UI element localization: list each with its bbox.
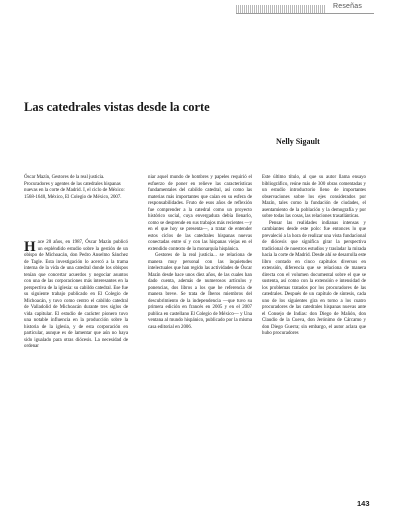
column-2-paragraph: Gestores de la real justicia... se relaciona de manera muy personal con las inquietudes intelectuales que han regido las actividades de Óscar Mazín desde hace unos diez años, de las cuales han dado cuenta, además de numerosos artículos y ponencias, dos libros a los que he referencia de manera breve. Se trata de Íberos miembros del descubrimiento de la independencia —que tuvo su primera edición en francés en 2005 y en el 2007 publica en castellano El Colegio de México— y Una ventana al mundo hispánico, publicado por la misma casa editorial en 2006.	[148, 253, 252, 330]
column-1-paragraph	[24, 240, 128, 351]
book-reference-text: Óscar Mazín, Gestores de la real justicia. Procuradores y agentes de las catedrales hispanas nuevas en la corte de Madrid. I, el ciclo de México: 1568-1640, México, El Colegio de México, 2007.	[24, 175, 125, 200]
section-label: Reseñas	[333, 3, 363, 10]
column-3	[262, 175, 366, 338]
book-reference	[24, 175, 128, 201]
column-1-body	[24, 240, 128, 351]
page-number: 143	[357, 499, 370, 508]
header-hatch-pattern	[236, 5, 326, 13]
column-3-paragraph: Este último título, al que su autor llama ensayo bibliográfico, reúne más de 300 obras comentadas y un estudio introductorio lleno de importantes observaciones sobre los ejes considerados por Mazín, tales como la fundación de ciudades, el asentamiento de la población y la demografía y por sobre todas las cosas, las relaciones trasatlánticas.	[262, 175, 366, 219]
column-3-paragraph: Pensar las realidades indianas intensas y cambiantes desde este polo: fue entonces lo que prevaleció a la hora de realizar una vista fundacional de diócesis que significa girar la perspectiva tradicional de nuestros estudios y trasladar la mirada hacia la corte de Madrid. Desde ahí se desarrolla este libro contado en cinco capítulos diversos en extensión, diferencia que se relaciona de manera directa con el volumen documental sobre el que se sustenta, así como con la extensión e intensidad de los problemas tratados por los procuradores de las catedrales. Después de un capítulo de síntesis, cada uno de los siguientes gira en torno a los cuatro procuradores de las catedrales hispanas nuevas ante el Consejo de Indias: don Diego de Mañón, don Claudio de la Cueva, don Jerónimo de Cárcamo y don Diego Guerra; sin embargo, el autor aclara que hubo procuradores	[262, 220, 367, 336]
column-1-paragraph-text: ace 20 años, en 1987, Óscar Mazín publicó un espléndido estudio sobre la gestión de un obispo de Michoacán, don Pedro Anselmo Sánchez de Tagle. Esta investigación lo acercó a la trama interna de la vida de una catedral donde los obispos tenían que concertar acuerdos y negociar asuntos con una de las corporaciones más interesantes en la perspectiva de la iglesia: su cabildo catedral. Ese fue su siguiente trabajo publicado en El Colegio de Michoacán, y tuvo como centro el cabildo catedral de Valladolid de Michoacán durante tres siglos de vida capitular. El estudio de carácter pionero tuvo una notable influencia en la producción sobre la historia de la iglesia, y de esta corporación en particular, aunque es de lamentar que aún no haya sido igualado para otras diócesis. La necesidad de ordenar	[24, 240, 128, 349]
header-rule	[236, 13, 374, 14]
column-2-paragraph: niar aquel mundo de hombres y papeles requirió el esfuerzo de poner en relieve las características fundamentales del cabildo catedral, así como las materias más importantes que caían en su esfera de responsabilidades. Fruto de esos años de reflexión fue comprender a la catedral como un proyecto histórico social, cuya envergadura debía llenarlo, como se desprende en sus trabajos más recientes —y en el que hoy se presenta—, a tratar de entender estos ciclos de las catedrales hispanas nuevas conectadas entre sí y con las hispanas viejas en el extendido contexto de la monarquía hispánica.	[148, 175, 252, 252]
article-title: Las catedrales vistas desde la corte	[24, 100, 210, 114]
article-author: Nelly Sigault	[276, 137, 320, 146]
drop-cap: H	[24, 239, 36, 255]
column-2	[148, 175, 252, 331]
